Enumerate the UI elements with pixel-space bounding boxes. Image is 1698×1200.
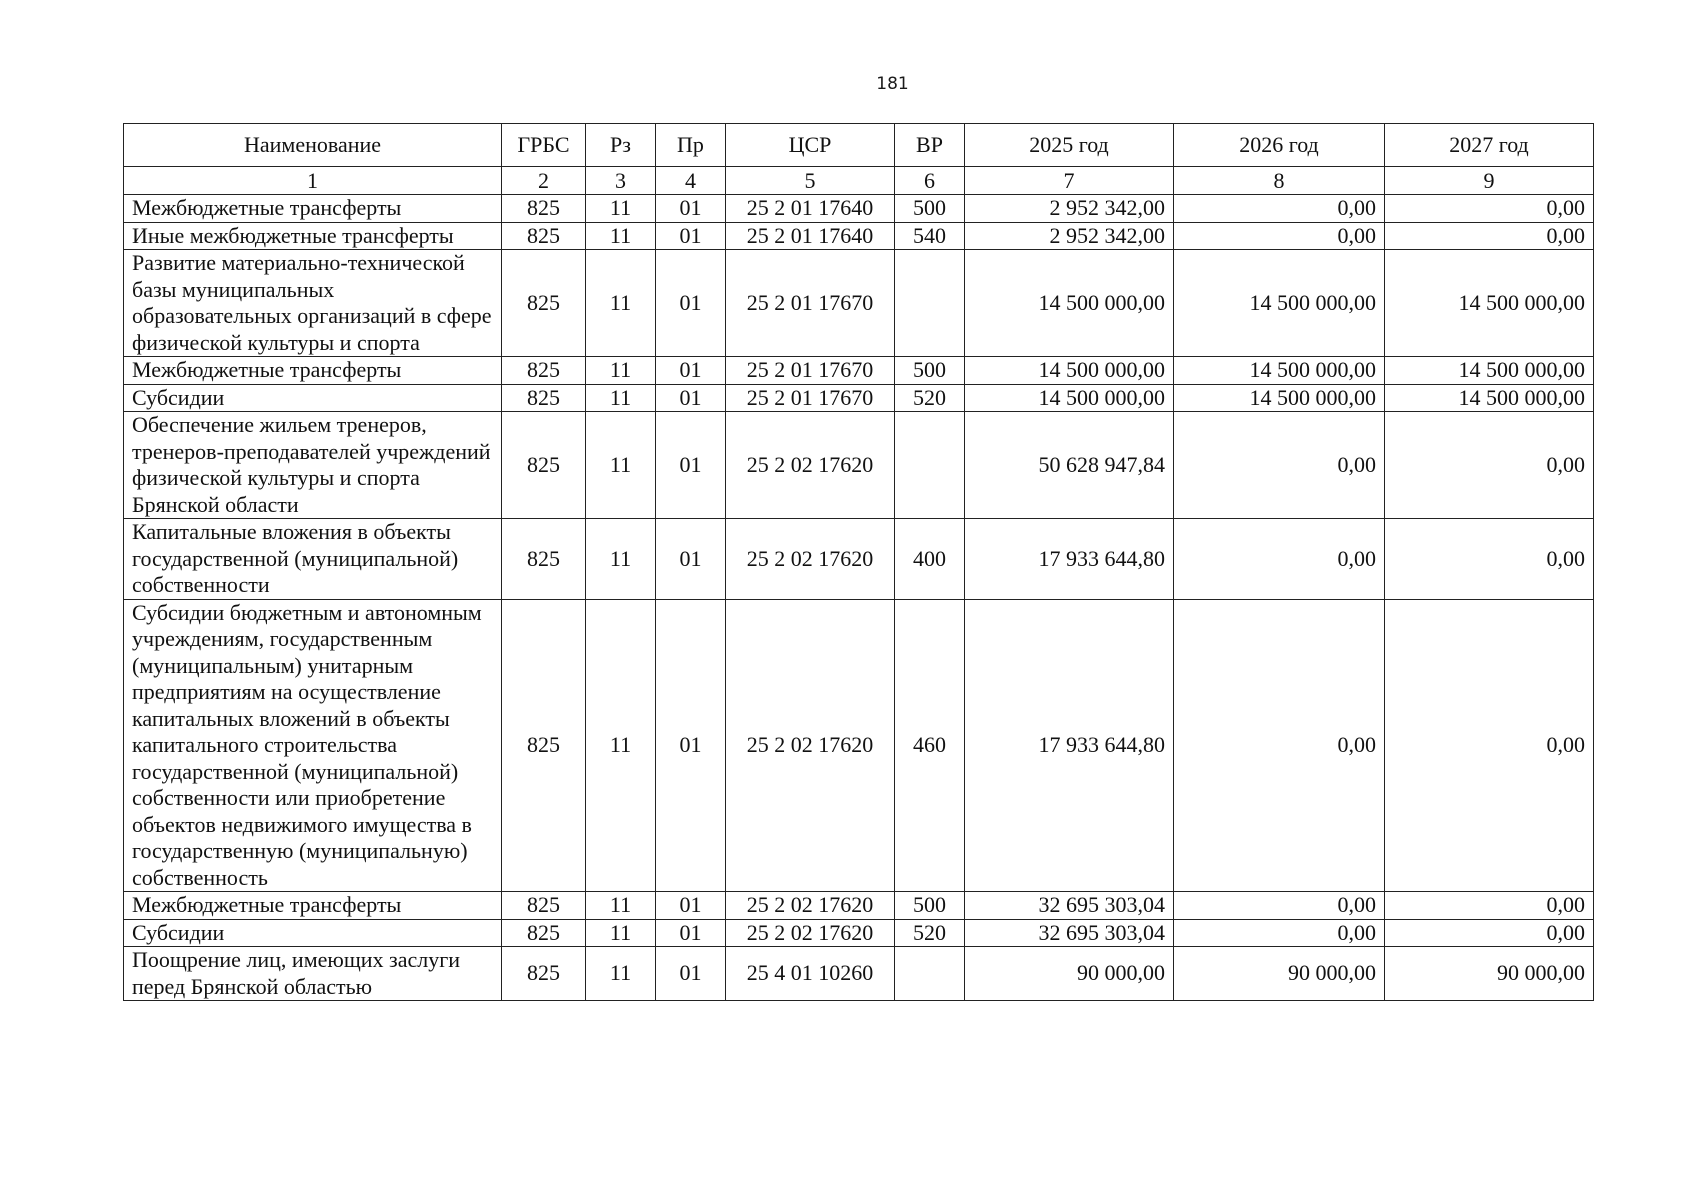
row-pr: 01 xyxy=(656,195,726,223)
row-rz: 11 xyxy=(586,195,656,223)
row-2027: 0,00 xyxy=(1385,519,1594,600)
row-pr: 01 xyxy=(656,357,726,385)
column-number: 5 xyxy=(726,167,895,195)
row-grbs: 825 xyxy=(502,222,586,250)
row-2025: 90 000,00 xyxy=(965,947,1174,1001)
row-2027: 14 500 000,00 xyxy=(1385,357,1594,385)
row-2026: 14 500 000,00 xyxy=(1174,357,1385,385)
table-row xyxy=(124,947,1594,1001)
row-2026: 0,00 xyxy=(1174,222,1385,250)
row-2027: 0,00 xyxy=(1385,919,1594,947)
row-csr: 25 2 01 17670 xyxy=(726,357,895,385)
row-pr: 01 xyxy=(656,222,726,250)
row-rz: 11 xyxy=(586,357,656,385)
row-name: Иные межбюджетные трансферты xyxy=(124,222,502,250)
row-name: Капитальные вложения в объекты государственной (муниципальной) собственности xyxy=(124,519,502,600)
budget-table xyxy=(123,123,1594,1001)
row-name: Межбюджетные трансферты xyxy=(124,195,502,223)
row-pr: 01 xyxy=(656,384,726,412)
row-grbs: 825 xyxy=(502,599,586,892)
row-2025: 14 500 000,00 xyxy=(965,357,1174,385)
table-row xyxy=(124,250,1594,357)
row-pr: 01 xyxy=(656,519,726,600)
table-row xyxy=(124,519,1594,600)
header-2026: 2026 год xyxy=(1174,124,1385,167)
row-2026: 0,00 xyxy=(1174,599,1385,892)
row-2027: 0,00 xyxy=(1385,892,1594,920)
row-csr: 25 2 02 17620 xyxy=(726,919,895,947)
column-number: 7 xyxy=(965,167,1174,195)
row-rz: 11 xyxy=(586,919,656,947)
row-pr: 01 xyxy=(656,250,726,357)
row-vr: 500 xyxy=(895,195,965,223)
row-name: Субсидии xyxy=(124,384,502,412)
table-row xyxy=(124,357,1594,385)
row-rz: 11 xyxy=(586,599,656,892)
header-pr: Пр xyxy=(656,124,726,167)
row-vr xyxy=(895,250,965,357)
row-2026: 0,00 xyxy=(1174,195,1385,223)
row-csr: 25 2 02 17620 xyxy=(726,599,895,892)
row-grbs: 825 xyxy=(502,519,586,600)
row-name: Субсидии xyxy=(124,919,502,947)
row-csr: 25 2 01 17670 xyxy=(726,384,895,412)
row-vr: 400 xyxy=(895,519,965,600)
row-rz: 11 xyxy=(586,250,656,357)
row-2025: 2 952 342,00 xyxy=(965,222,1174,250)
table-row xyxy=(124,384,1594,412)
row-2025: 32 695 303,04 xyxy=(965,892,1174,920)
row-2027: 14 500 000,00 xyxy=(1385,384,1594,412)
row-grbs: 825 xyxy=(502,947,586,1001)
row-pr: 01 xyxy=(656,412,726,519)
row-csr: 25 2 01 17640 xyxy=(726,195,895,223)
row-vr: 500 xyxy=(895,892,965,920)
header-name: Наименование xyxy=(124,124,502,167)
row-2026: 0,00 xyxy=(1174,519,1385,600)
row-pr: 01 xyxy=(656,947,726,1001)
table-row xyxy=(124,412,1594,519)
row-2027: 0,00 xyxy=(1385,599,1594,892)
row-2025: 17 933 644,80 xyxy=(965,519,1174,600)
row-grbs: 825 xyxy=(502,250,586,357)
row-2025: 14 500 000,00 xyxy=(965,384,1174,412)
row-csr: 25 2 02 17620 xyxy=(726,412,895,519)
row-csr: 25 2 02 17620 xyxy=(726,519,895,600)
row-name: Обеспечение жильем тренеров, тренеров-преподавателей учреждений физической культуры и спорта Брянской области xyxy=(124,412,502,519)
column-number-row xyxy=(124,167,1594,195)
row-vr xyxy=(895,947,965,1001)
row-2026: 14 500 000,00 xyxy=(1174,250,1385,357)
row-rz: 11 xyxy=(586,947,656,1001)
row-2025: 2 952 342,00 xyxy=(965,195,1174,223)
row-pr: 01 xyxy=(656,919,726,947)
row-2026: 0,00 xyxy=(1174,412,1385,519)
column-number: 3 xyxy=(586,167,656,195)
row-2026: 90 000,00 xyxy=(1174,947,1385,1001)
column-number: 8 xyxy=(1174,167,1385,195)
row-name: Межбюджетные трансферты xyxy=(124,892,502,920)
row-vr: 460 xyxy=(895,599,965,892)
row-2027: 0,00 xyxy=(1385,412,1594,519)
row-2026: 14 500 000,00 xyxy=(1174,384,1385,412)
header-rz: Рз xyxy=(586,124,656,167)
row-vr: 520 xyxy=(895,384,965,412)
row-csr: 25 2 01 17640 xyxy=(726,222,895,250)
row-2025: 32 695 303,04 xyxy=(965,919,1174,947)
row-name: Субсидии бюджетным и автономным учреждениям, государственным (муниципальным) унитарным предприятиям на осуществление капитальных вложений в объекты капитального строительства государственной (муниципальной) собственности или приобретение объектов недвижимого имущества в государственную (муниципальную) собственность xyxy=(124,599,502,892)
column-number: 4 xyxy=(656,167,726,195)
table-row xyxy=(124,599,1594,892)
row-2027: 14 500 000,00 xyxy=(1385,250,1594,357)
row-csr: 25 4 01 10260 xyxy=(726,947,895,1001)
table-row xyxy=(124,892,1594,920)
row-2025: 50 628 947,84 xyxy=(965,412,1174,519)
row-vr: 520 xyxy=(895,919,965,947)
row-2026: 0,00 xyxy=(1174,892,1385,920)
column-number: 1 xyxy=(124,167,502,195)
column-number: 2 xyxy=(502,167,586,195)
row-rz: 11 xyxy=(586,384,656,412)
row-grbs: 825 xyxy=(502,384,586,412)
row-grbs: 825 xyxy=(502,412,586,519)
page-number: 181 xyxy=(876,74,909,94)
header-csr: ЦСР xyxy=(726,124,895,167)
row-grbs: 825 xyxy=(502,357,586,385)
row-2026: 0,00 xyxy=(1174,919,1385,947)
row-name: Межбюджетные трансферты xyxy=(124,357,502,385)
column-number: 6 xyxy=(895,167,965,195)
row-name: Развитие материально-технической базы муниципальных образовательных организаций в сфере физической культуры и спорта xyxy=(124,250,502,357)
table-row xyxy=(124,919,1594,947)
row-grbs: 825 xyxy=(502,919,586,947)
row-2027: 0,00 xyxy=(1385,195,1594,223)
row-2027: 90 000,00 xyxy=(1385,947,1594,1001)
row-rz: 11 xyxy=(586,222,656,250)
header-2027: 2027 год xyxy=(1385,124,1594,167)
row-2025: 17 933 644,80 xyxy=(965,599,1174,892)
column-number: 9 xyxy=(1385,167,1594,195)
row-rz: 11 xyxy=(586,892,656,920)
row-vr xyxy=(895,412,965,519)
header-row xyxy=(124,124,1594,167)
row-csr: 25 2 01 17670 xyxy=(726,250,895,357)
row-rz: 11 xyxy=(586,519,656,600)
table-row xyxy=(124,222,1594,250)
row-grbs: 825 xyxy=(502,195,586,223)
row-vr: 540 xyxy=(895,222,965,250)
row-pr: 01 xyxy=(656,599,726,892)
row-2025: 14 500 000,00 xyxy=(965,250,1174,357)
row-grbs: 825 xyxy=(502,892,586,920)
header-vr: ВР xyxy=(895,124,965,167)
row-name: Поощрение лиц, имеющих заслуги перед Брянской областью xyxy=(124,947,502,1001)
row-csr: 25 2 02 17620 xyxy=(726,892,895,920)
table-row xyxy=(124,195,1594,223)
row-rz: 11 xyxy=(586,412,656,519)
header-2025: 2025 год xyxy=(965,124,1174,167)
row-vr: 500 xyxy=(895,357,965,385)
row-2027: 0,00 xyxy=(1385,222,1594,250)
header-grbs: ГРБС xyxy=(502,124,586,167)
row-pr: 01 xyxy=(656,892,726,920)
